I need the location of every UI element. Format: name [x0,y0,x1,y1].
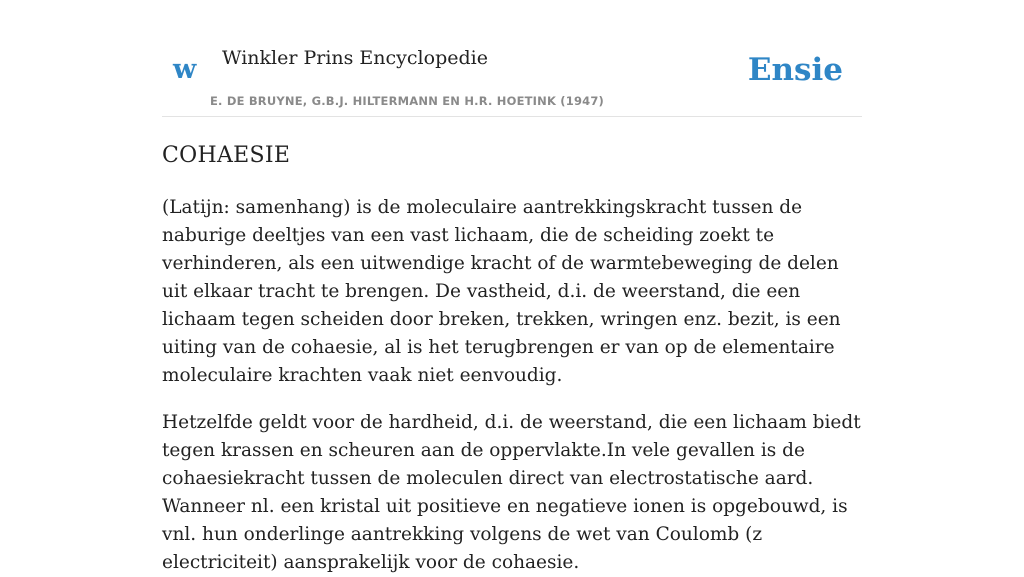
publication-logo[interactable]: w [173,54,197,85]
publication-title[interactable]: Winkler Prins Encyclopedie [222,47,488,69]
article-paragraph: Hetzelfde geldt voor de hardheid, d.i. de weerstand, die een lichaam biedt tegen krassen en scheuren aan de oppervlakte.In vele gevallen is de cohaesiekracht tussen de moleculen direct van electrostatische aard. Wanneer nl. een kristal uit positieve en negatieve ionen is opgebouwd, is vnl. hun onderlinge aantrekking volgens de wet van Coulomb (z electriciteit) aansprakelijk voor de cohaesie. [162,412,861,573]
publication-authors: E. DE BRUYNE, G.B.J. HILTERMANN EN H.R. HOETINK (1947) [210,94,605,108]
article-title: COHAESIE [162,143,291,168]
header [162,0,862,117]
article-paragraph: (Latijn: samenhang) is de moleculaire aantrekkingskracht tussen de naburige deeltjes van een vast lichaam, die de scheiding zoekt te verhinderen, als een uitwendige kracht of de warmtebeweging de delen uit elkaar tracht te brengen. De vastheid, d.i. de weerstand, die een lichaam tegen scheiden door breken, trekken, wringen enz. bezit, is een uiting van de cohaesie, al is het terugbrengen er van op de elementaire moleculaire krachten vaak niet eenvoudig. [162,197,841,386]
brand-logo[interactable]: Ensie [747,52,843,88]
page [162,0,862,577]
